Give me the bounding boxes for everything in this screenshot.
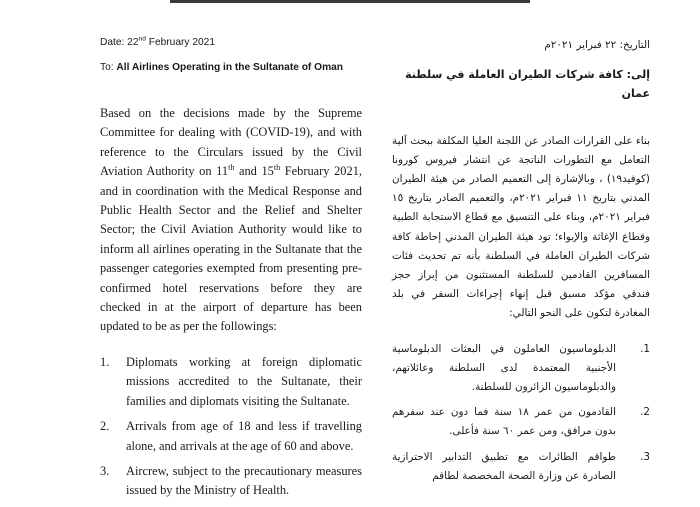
english-exemption-list (100, 353, 362, 501)
arabic-date: التاريخ: ٢٢ فبراير ٢٠٢١م (544, 39, 650, 51)
arabic-recipient: إلى: كافة شركات الطيران العاملة في سلطنة عمان (405, 68, 650, 101)
list-item: .1 الدبلوماسيون العاملون في البعثات الدبلوماسية الأجنبية المعتمدة لدى السلطنة وعائلاتهم، والدبلوماسيون الزائرون للسلطنة. (392, 342, 650, 394)
english-recipient: To: All Airlines Operating in the Sultanate of Oman (100, 62, 344, 73)
english-body: Based on the decisions made by the Supreme Committee for dealing with (COVID-19), and with reference to the Circulars issued by the Civil Aviation Authority on 11th and 15th February 2021, and in coordination with the Medical Response and Public Health Sector and the Relief and Shelter Sector; the Civil Aviation Authority would like to inform all airlines operating in the Sultanate that the passenger categories exempted from presenting pre-confirmed hotel reservations before they are checked in at the airport of departure has been updated to be as per the followings: (100, 106, 362, 334)
list-item: .3 طواقم الطائرات مع تطبيق التدابير الاحترازية الصادرة عن وزارة الصحة المخصصة لطاقم (392, 450, 650, 482)
list-item: 2. Arrivals from age of 18 and less if travelling alone, and arrivals at the age of 60 and above. (100, 419, 362, 453)
top-rule (170, 0, 530, 3)
arabic-exemption-list (392, 340, 650, 486)
english-date: Date: 22nd February 2021 (100, 35, 215, 48)
arabic-body: بناء على القرارات الصادر عن اللجنة العليا المكلفة ببحث آلية التعامل مع التطورات الناتجة عن انتشار فيروس كورونا (كوفيد١٩) ، وبالإشارة إلى التعميم الصادر من هيئة الطيران المدني بتاريخ ١١ فبراير ٢٠٢١م، والتعميم الصادر بتاريخ ١٥ فبراير ٢٠٢١م، وبناء على التنسيق مع قطاع الاستجابة الطبية وقطاع الإغاثة والإيواء؛ تود هيئة الطيران المدني إحاطة كافة شركات الطيران العاملة في السلطنة بأنه تم تحديث فئات المسافرين القادمين للسلطنة المستثنون من إبراز حجز فندقي مؤكد مسبق قبل إنهاء إجراءات السفر في بلد المغادرة لتكون على النحو التالي: (392, 134, 651, 320)
list-item: 3. Aircrew, subject to the precautionary measures issued by the Ministry of Health. (100, 463, 362, 498)
english-column (100, 36, 362, 507)
list-item: 1. Diplomats working at foreign diplomatic missions accredited to the Sultanate, their families and diplomats visiting the Sultanate. (100, 354, 362, 408)
list-item: .2 القادمون من عمر ١٨ سنة فما دون عند سفرهم بدون مرافق، ومن عمر ٦٠ سنة فأعلى. (392, 406, 650, 438)
arabic-column (392, 36, 650, 492)
